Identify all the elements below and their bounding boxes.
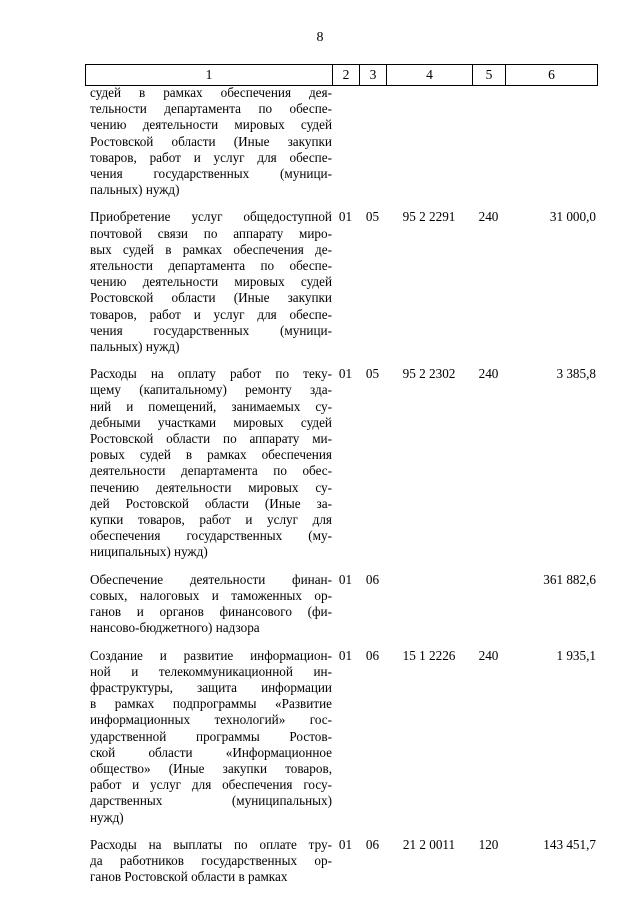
row-expense-type: 120	[478, 836, 499, 852]
row-description	[85, 572, 332, 637]
row-description	[85, 366, 332, 560]
header-col-3: 3	[359, 65, 386, 85]
row-section-code: 01	[338, 836, 353, 852]
description-line: купки товаров, работ и услуг для	[90, 512, 332, 528]
description-line: нансово-бюджетного) надзора	[90, 620, 260, 636]
table-row	[85, 366, 598, 560]
row-amount: 143 451,7	[543, 836, 596, 852]
row-subsection-code: 06	[365, 647, 380, 663]
description-line: информационных технологий» гос-	[90, 712, 332, 728]
description-line: да работников государственных ор-	[90, 852, 332, 868]
description-line: чения государственных (муници-	[90, 322, 332, 338]
row-expense-type: 240	[478, 209, 499, 225]
description-line: ровых судей в рамках обеспечения	[90, 447, 332, 463]
table-header	[85, 64, 598, 86]
description-line: дарственных (муниципальных)	[90, 793, 332, 809]
row-description	[85, 837, 332, 886]
row-section-code: 01	[338, 647, 353, 663]
row-target-article	[386, 572, 472, 637]
table-body	[85, 85, 598, 896]
header-col-5: 5	[472, 65, 505, 85]
row-target-article: 95 2 2291	[402, 209, 456, 225]
table-row	[85, 837, 598, 886]
row-section-code	[332, 85, 359, 198]
row-subsection-code: 06	[365, 571, 380, 587]
description-line: пальных) нужд)	[90, 182, 180, 198]
description-line: товаров, работ и услуг для обеспе-	[90, 306, 332, 322]
description-line: чению деятельности мировых судей	[90, 117, 332, 133]
description-line: совых, налоговых и таможенных ор-	[90, 587, 332, 603]
description-line: Ростовской области (Иные закупки	[90, 290, 332, 306]
row-amount: 31 000,0	[549, 209, 596, 225]
description-line: щему (капитальному) ремонту зда-	[90, 382, 332, 398]
row-subsection-code: 06	[365, 836, 380, 852]
description-line: обеспечения государственных (му-	[90, 528, 332, 544]
description-line: Создание и развитие информацион-	[90, 647, 332, 663]
description-line: фраструктуры, защита информации	[90, 679, 332, 695]
description-line: вых судей в рамках обеспечения де-	[90, 241, 332, 257]
row-amount: 361 882,6	[543, 571, 596, 587]
header-col-6: 6	[505, 65, 598, 85]
row-description	[85, 209, 332, 355]
page-number: 8	[316, 30, 324, 45]
description-line: дебными участками мировых судей	[90, 414, 332, 430]
table-row	[85, 209, 598, 355]
row-description	[85, 648, 332, 826]
description-line: почтовой связи по аппарату миро-	[90, 225, 332, 241]
row-amount: 3 385,8	[556, 366, 596, 382]
description-line: дей Ростовской области (Иные за-	[90, 495, 332, 511]
description-line: Ростовской области (Иные закупки	[90, 133, 332, 149]
header-col-4: 4	[386, 65, 472, 85]
description-line: ний и помещений, занимаемых су-	[90, 398, 332, 414]
table-row	[85, 648, 598, 826]
table-row	[85, 85, 598, 198]
description-line: ганов Ростовской области в рамках	[90, 869, 288, 885]
row-description	[85, 85, 332, 198]
description-line: деятельности департамента по обес-	[90, 463, 332, 479]
description-line: ятельности департамента по обеспе-	[90, 258, 332, 274]
description-line: работ и услуг для обеспечения госу-	[90, 777, 332, 793]
description-line: чению деятельности мировых судей	[90, 274, 332, 290]
description-line: ганов и органов финансового (фи-	[90, 604, 332, 620]
row-section-code: 01	[338, 209, 353, 225]
description-line: печению деятельности мировых су-	[90, 479, 332, 495]
description-line: Приобретение услуг общедоступной	[90, 209, 332, 225]
row-expense-type	[472, 85, 505, 198]
row-expense-type: 240	[478, 647, 499, 663]
row-subsection-code: 05	[365, 209, 380, 225]
description-line: тельности департамента по обеспе-	[90, 101, 332, 117]
description-line: Обеспечение деятельности финан-	[90, 571, 332, 587]
row-amount	[505, 85, 598, 198]
description-line: ской области «Информационное	[90, 744, 332, 760]
row-section-code: 01	[338, 366, 353, 382]
description-line: товаров, работ и услуг для обеспе-	[90, 149, 332, 165]
description-line: общество» (Иные закупки товаров,	[90, 760, 332, 776]
row-target-article: 95 2 2302	[402, 366, 456, 382]
description-line: Ростовской области по аппарату ми-	[90, 431, 332, 447]
header-col-2: 2	[332, 65, 359, 85]
description-line: Расходы на оплату работ по теку-	[90, 366, 332, 382]
description-line: судей в рамках обеспечения дея-	[90, 85, 332, 100]
row-subsection-code	[359, 85, 386, 198]
description-line: в рамках подпрограммы «Развитие	[90, 696, 332, 712]
description-line: ударственной программы Ростов-	[90, 728, 332, 744]
description-line: нужд)	[90, 809, 124, 825]
description-line: ной и телекоммуникационной ин-	[90, 663, 332, 679]
header-col-1: 1	[85, 65, 332, 85]
row-section-code: 01	[338, 571, 353, 587]
description-line: пальных) нужд)	[90, 339, 180, 355]
row-amount: 1 935,1	[556, 647, 596, 663]
row-subsection-code: 05	[365, 366, 380, 382]
table-row	[85, 572, 598, 637]
description-line: ниципальных) нужд)	[90, 544, 208, 560]
row-target-article	[386, 85, 472, 198]
description-line: Расходы на выплаты по оплате тру-	[90, 836, 332, 852]
row-expense-type	[472, 572, 505, 637]
description-line: чения государственных (муници-	[90, 166, 332, 182]
row-expense-type: 240	[478, 366, 499, 382]
row-target-article: 15 1 2226	[402, 647, 456, 663]
row-target-article: 21 2 0011	[402, 836, 456, 852]
